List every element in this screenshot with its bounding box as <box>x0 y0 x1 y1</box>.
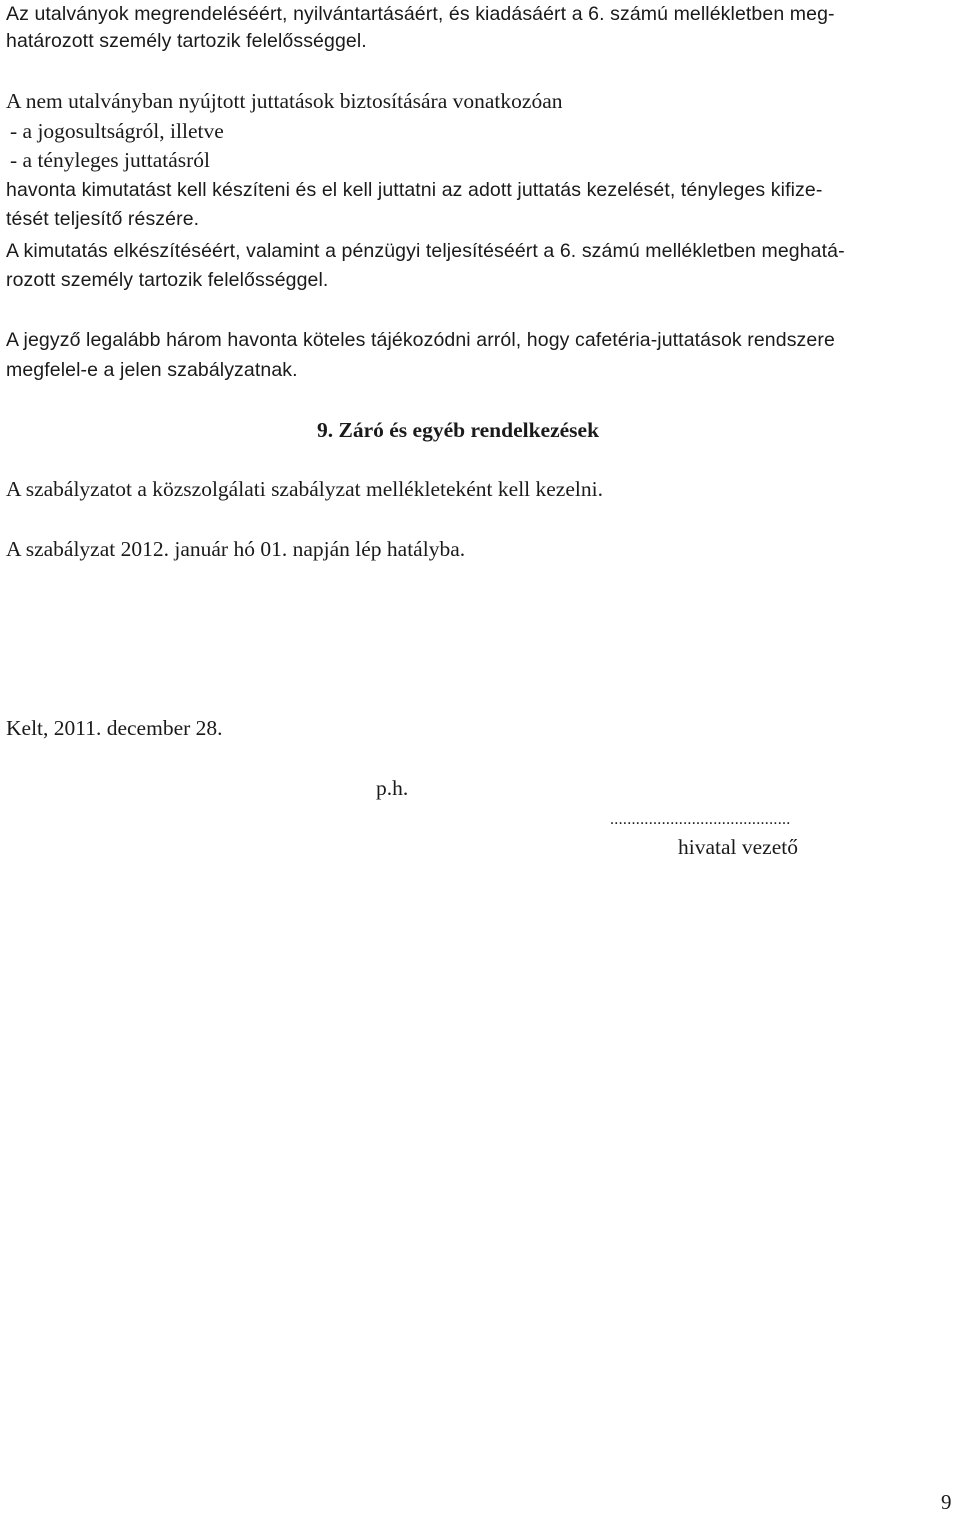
nonvoucher-intro: A nem utalványban nyújtott juttatások biztosítására vonatkozóan <box>6 89 563 113</box>
intro-line-2: határozott személy tartozik felelősséggel. <box>6 30 367 52</box>
signature-title: hivatal vezető <box>678 835 798 859</box>
report-line: havonta kimutatást kell készíteni és el kell juttatni az adott juttatás kezelését, tényleges kifize- <box>6 179 823 201</box>
report-continuation: tését teljesítő részére. <box>6 208 200 230</box>
stamp-label: p.h. <box>376 776 409 800</box>
closing-line-1: A szabályzatot a közszolgálati szabályzat mellékleteként kell kezelni. <box>6 477 603 501</box>
notary-line-1: A jegyző legalább három havonta köteles tájékozódni arról, hogy cafetéria-juttatások rendszere <box>6 329 835 351</box>
page-number: 9 <box>941 1490 952 1514</box>
date-line: Kelt, 2011. december 28. <box>6 716 223 740</box>
signature-dots: .......................................... <box>610 811 791 828</box>
nonvoucher-item-1: - a jogosultságról, illetve <box>10 119 224 143</box>
closing-line-2: A szabályzat 2012. január hó 01. napján lép hatályba. <box>6 537 466 561</box>
notary-line-2: megfelel-e a jelen szabályzatnak. <box>6 359 298 381</box>
responsibility-line-1: A kimutatás elkészítéséért, valamint a pénzügyi teljesítéséért a 6. számú mellékletben meghatá- <box>6 240 845 262</box>
section-heading: 9. Záró és egyéb rendelkezések <box>317 418 600 442</box>
responsibility-line-2: rozott személy tartozik felelősséggel. <box>6 269 329 291</box>
nonvoucher-item-2: - a tényleges juttatásról <box>10 148 210 172</box>
intro-line-1: Az utalványok megrendeléséért, nyilvántartásáért, és kiadásáért a 6. számú mellékletben meg- <box>6 3 835 25</box>
